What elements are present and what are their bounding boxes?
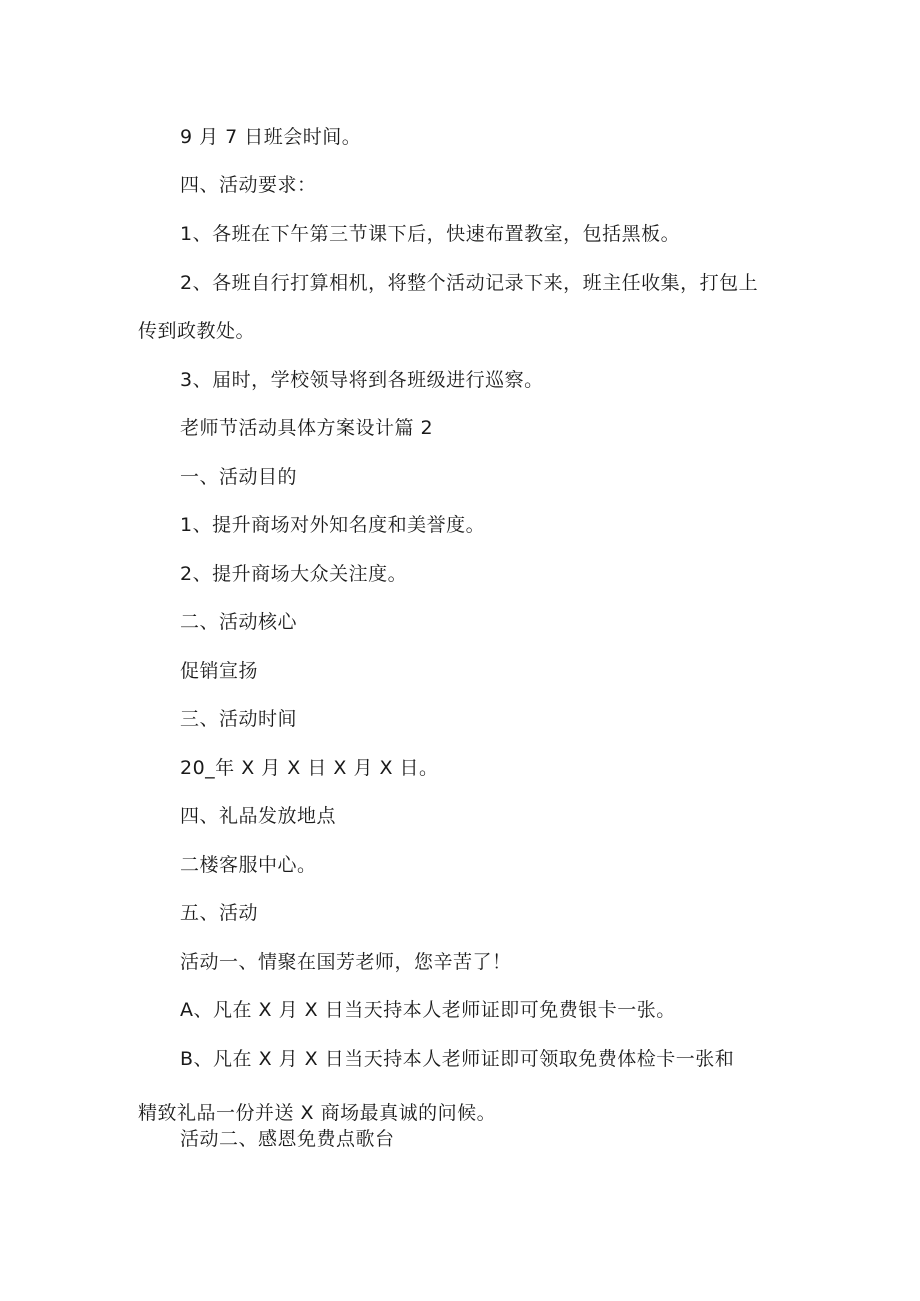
paragraph-activity-two: 活动二、感恩免费点歌台 [180, 1128, 395, 1150]
heading-activities: 五、活动 [180, 902, 259, 924]
paragraph-activity-core: 促销宣扬 [180, 660, 259, 682]
paragraph-activity-one: 活动一、情聚在国芳老师，您辛苦了！ [180, 951, 512, 973]
paragraph-activity-date: 20_年 X 月 X 日 X 月 X 日。 [180, 757, 439, 779]
list-item-requirement-3: 3、届时，学校领导将到各班级进行巡察。 [180, 369, 544, 391]
list-item-requirement-2: 2、各班自行打算相机，将整个活动记录下来，班主任收集，打包上 [180, 272, 759, 294]
paragraph-meeting-time: 9 月 7 日班会时间。 [180, 126, 362, 148]
heading-activity-time: 三、活动时间 [180, 708, 298, 730]
section-title-plan-2: 老师节活动具体方案设计篇 2 [180, 417, 434, 439]
list-item-purpose-1: 1、提升商场对外知名度和美誉度。 [180, 514, 486, 536]
list-item-requirement-1: 1、各班在下午第三节课下后，快速布置教室，包括黑板。 [180, 223, 681, 245]
list-item-activity-b: B、凡在 X 月 X 日当天持本人老师证即可领取免费体检卡一张和 [180, 1048, 735, 1070]
list-item-activity-a: A、凡在 X 月 X 日当天持本人老师证即可免费银卡一张。 [180, 999, 676, 1021]
list-item-requirement-2-continued: 传到政教处。 [138, 320, 256, 342]
paragraph-gift-location: 二楼客服中心。 [180, 854, 317, 876]
heading-activity-purpose: 一、活动目的 [180, 466, 298, 488]
heading-activity-core: 二、活动核心 [180, 611, 298, 633]
list-item-activity-b-continued: 精致礼品一份并送 X 商场最真诚的问候。 [138, 1102, 497, 1124]
heading-activity-requirements: 四、活动要求： [180, 174, 317, 196]
list-item-purpose-2: 2、提升商场大众关注度。 [180, 563, 408, 585]
heading-gift-location: 四、礼品发放地点 [180, 805, 337, 827]
